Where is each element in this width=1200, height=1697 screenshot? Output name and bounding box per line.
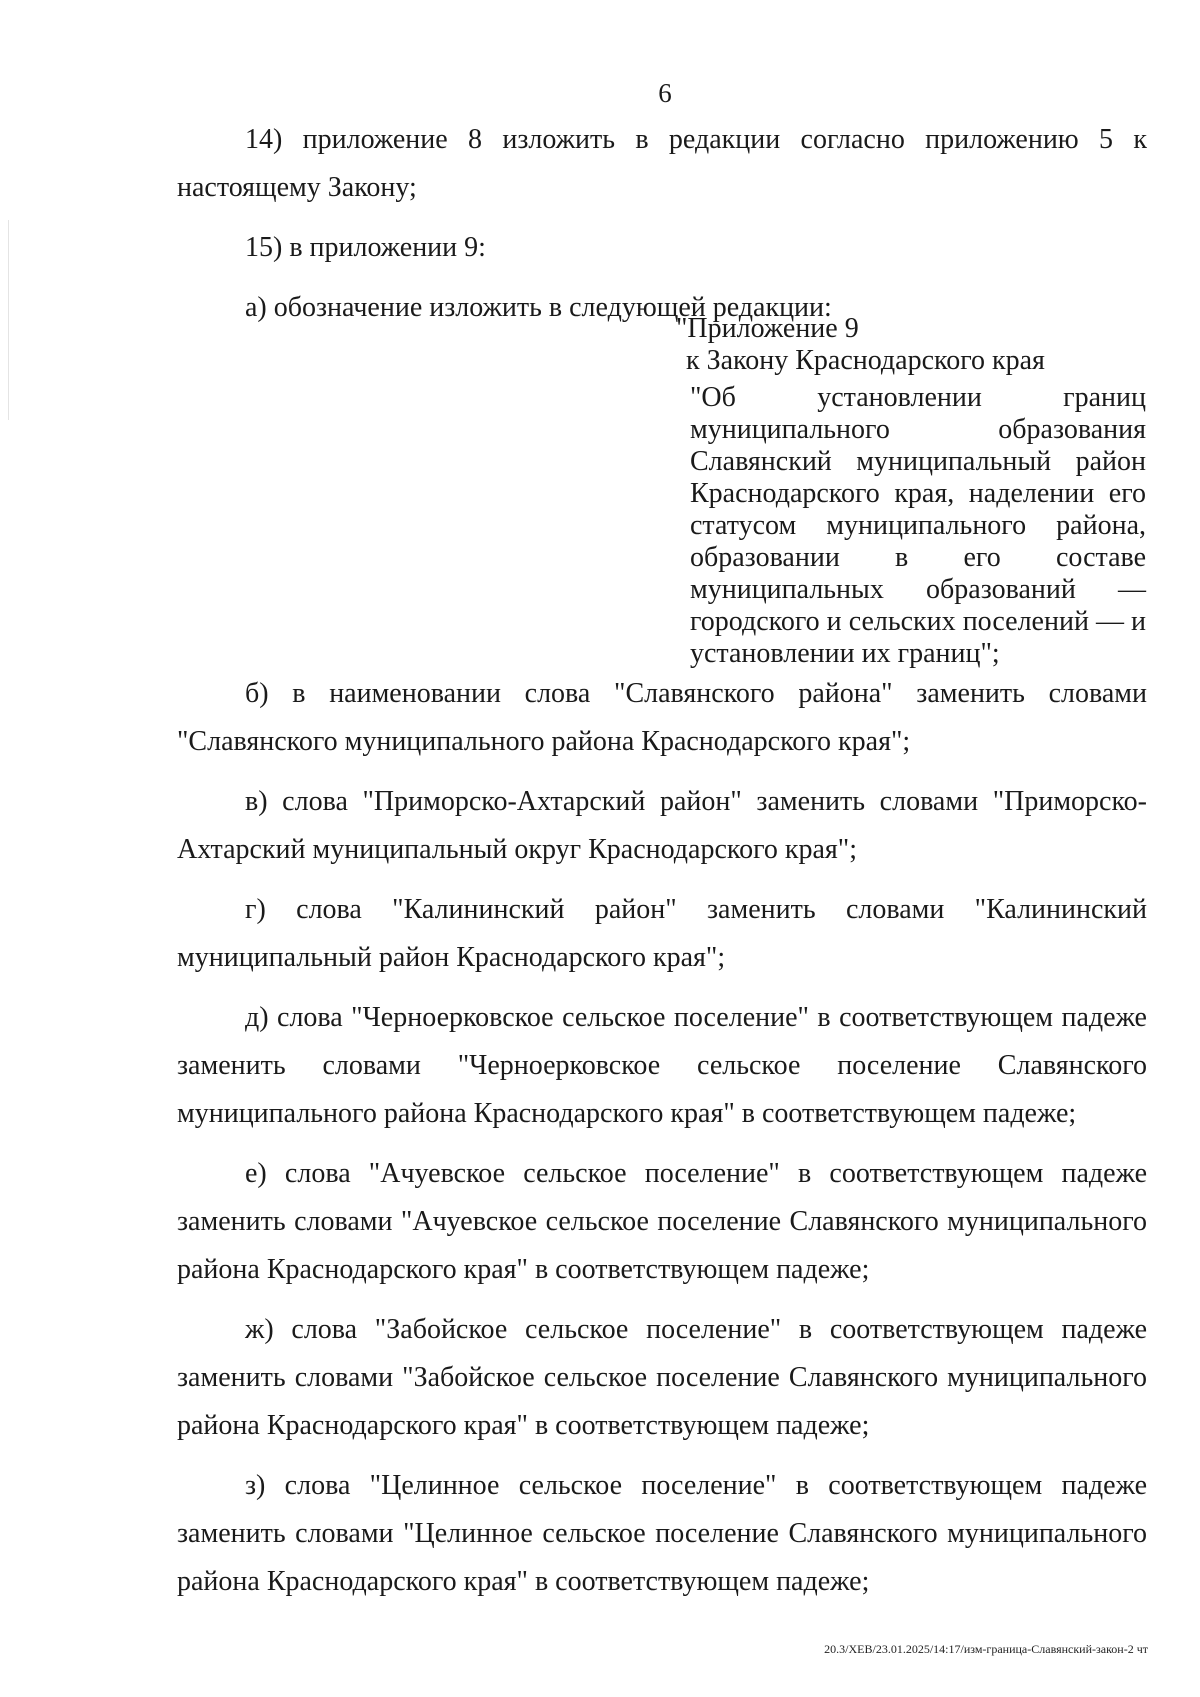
paragraph-text: е) слова "Ачуевское сельское поселение" в соответствующем падеже заменить словами "Ачуевское сельское поселение Славянского муниципального района Краснодарского края" в соответствующем падеже;: [177, 1158, 1147, 1285]
paragraph-text: з) слова "Целинное сельское поселение" в соответствующем падеже заменить словами "Целинное сельское поселение Славянского муниципального района Краснодарского края" в соответствующем падеже;: [177, 1470, 1147, 1597]
paragraph-item-v: [177, 778, 1147, 874]
paragraph-item-z: [177, 1462, 1147, 1606]
paragraph-item-g: [177, 886, 1147, 982]
paragraph-item-b: [177, 670, 1147, 766]
paragraph-text: в) слова "Приморско-Ахтарский район" заменить словами "Приморско-Ахтарский муниципальный округ Краснодарского края";: [177, 786, 1147, 865]
paragraph-item-14: [177, 116, 1147, 212]
paragraph-item-15: [177, 224, 1147, 272]
paragraph-item-e: [177, 1150, 1147, 1294]
paragraph-text: 14) приложение 8 изложить в редакции согласно приложению 5 к настоящему Закону;: [177, 124, 1147, 203]
document-footer-code: 20.3/ХЕВ/23.01.2025/14:17/изм-граница-Славянский-закон-2 чт: [824, 1642, 1148, 1656]
appendix-law-reference: к Закону Краснодарского края: [686, 345, 1045, 376]
paragraph-text: б) в наименовании слова "Славянского района" заменить словами "Славянского муниципального района Краснодарского края";: [177, 678, 1147, 757]
top-text-block: [177, 116, 1147, 344]
appendix-title-line: "Приложение 9: [676, 313, 859, 344]
paragraph-text: д) слова "Черноерковское сельское поселение" в соответствующем падеже заменить словами "Черноерковское сельское поселение Славянского муниципального района Краснодарского края" в соответствующем падеже;: [177, 1002, 1147, 1129]
paragraph-text: ж) слова "Забойское сельское поселение" в соответствующем падеже заменить словами "Забойское сельское поселение Славянского муниципального района Краснодарского края" в соответствующем падеже;: [177, 1314, 1147, 1441]
page-number: 6: [658, 78, 672, 108]
appendix-law-title: "Об установлении границ муниципального образования Славянский муниципальный район Краснодарского края, наделении его статусом муниципального района, образовании в его составе муниципальных образований — городского и сельских поселений — и установлении их границ";: [690, 382, 1146, 669]
appendix-heading: [676, 313, 1156, 377]
paragraph-item-zh: [177, 1306, 1147, 1450]
scan-edge-mark: [8, 220, 9, 420]
bottom-text-block: [177, 670, 1147, 1618]
paragraph-text: 15) в приложении 9:: [245, 232, 486, 263]
paragraph-text: а) обозначение изложить в следующей редакции:: [245, 292, 832, 323]
paragraph-text: г) слова "Калининский район" заменить словами "Калининский муниципальный район Краснодарского края";: [177, 894, 1147, 973]
paragraph-item-d: [177, 994, 1147, 1138]
